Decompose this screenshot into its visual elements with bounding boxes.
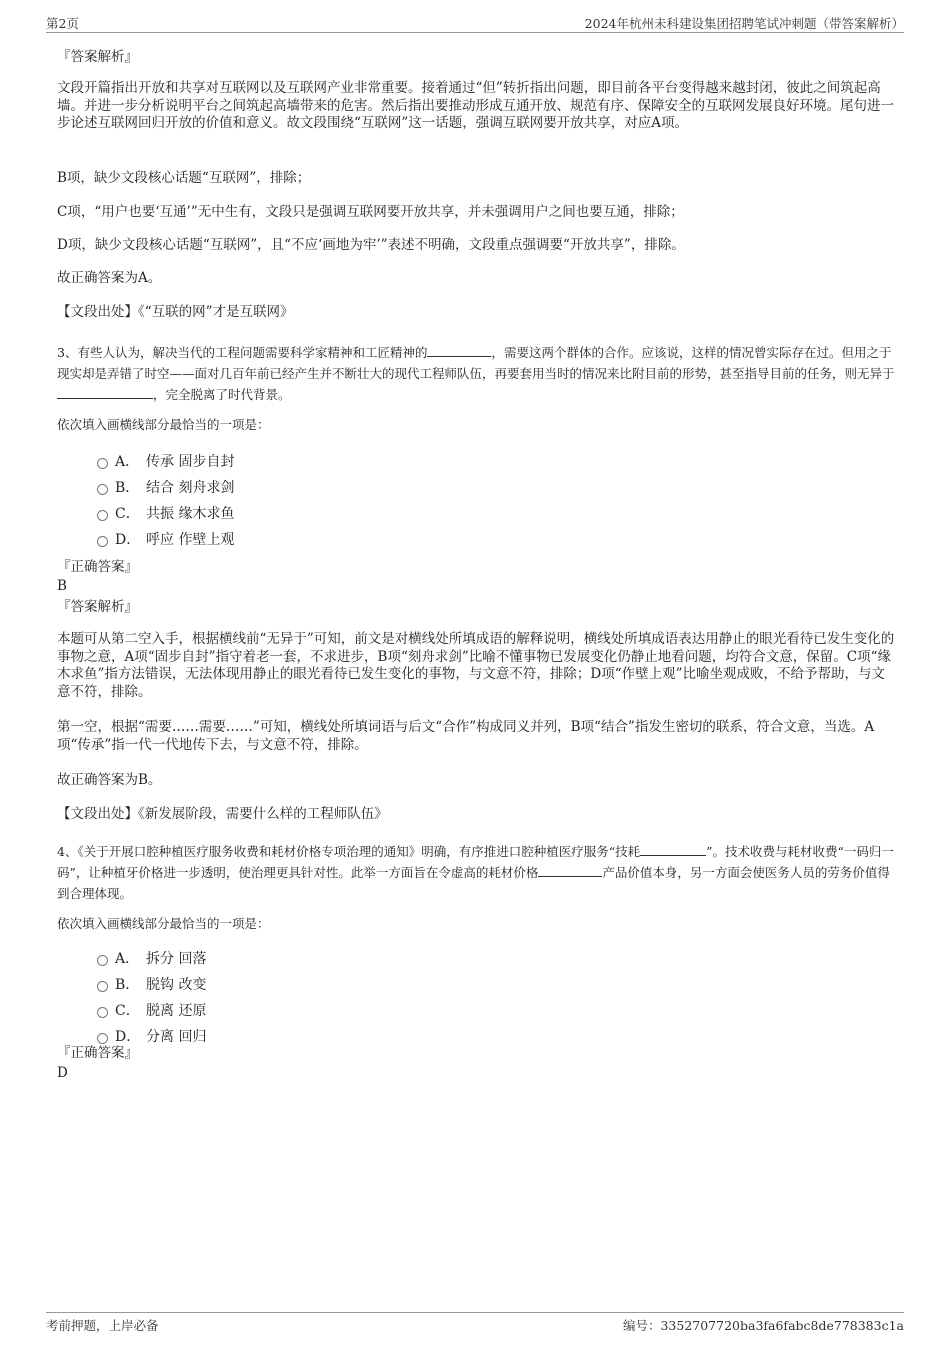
q4-blank-1 xyxy=(640,843,706,856)
radio-icon[interactable] xyxy=(97,510,108,521)
q2-source: 【文段出处】《“互联的网”才是互联网》 xyxy=(57,304,294,320)
q3-blank-1 xyxy=(427,344,491,357)
radio-icon[interactable] xyxy=(97,981,108,992)
page-number: 第2页 xyxy=(46,16,79,31)
radio-icon[interactable] xyxy=(97,955,108,966)
radio-icon[interactable] xyxy=(97,458,108,469)
q3-stem: 3、有些人认为，解决当代的工程问题需要科学家精神和工匠精神的 ，需要这两个群体的合作。应该说，这样的情况曾实际存在过。但用之于现实却是弄错了时空——面对几百年前已经产生并不断壮大的现代工程师队伍，再要套用当时的情况来比附目前的形势，甚至指导目前的任务，则无异于，完全脱离了时代背景。 xyxy=(57,345,895,402)
q2-analysis-b: B项，缺少文段核心话题“互联网”，排除； xyxy=(57,170,311,186)
document-code: 编号：3352707720ba3fa6fabc8de778383c1a xyxy=(622,1318,904,1333)
q4-stem: 4、《关于开展口腔种植医疗服务收费和耗材价格专项治理的通知》明确，有序推进口腔种植医疗服务“技耗 ”。技术收费与耗材收费“一码归一码”，让种植牙价格进一步透明，使治理更具针对性。此举一方面旨在令虚高的耗材价格 产品价值本身，另一方面会使医务人员的劳务价值得到合理体现。 xyxy=(57,844,894,901)
document-title: 2024年杭州未科建设集团招聘笔试冲刺题（带答案解析） xyxy=(584,16,904,31)
q4-instruction: 依次填入画横线部分最恰当的一项是： xyxy=(57,916,270,931)
q3-analysis-label: 『答案解析』 xyxy=(57,599,138,615)
q3-source: 【文段出处】《新发展阶段，需要什么样的工程师队伍》 xyxy=(57,806,388,822)
q3-blank-2 xyxy=(57,386,153,399)
q2-analysis-paragraph: 文段开篇指出开放和共享对互联网以及互联网产业非常重要。接着通过“但”转折指出问题，即目前各平台变得越来越封闭，彼此之间筑起高墙。并进一步分析说明平台之间筑起高墙带来的危害。然后指出要推动形成互通开放、规范有序、保障安全的互联网发展良好环境。尾句进一步论述互联网回归开放的价值和意义。故文段围绕“互联网”这一话题，强调互联网要开放共享，对应A项。 xyxy=(57,80,894,131)
page-footer xyxy=(46,1312,904,1337)
q3-analysis-paragraph-2: 第一空，根据“需要……需要……”可知，横线处所填词语与后文“合作”构成同义并列，B项“结合”指发生密切的联系，符合文意，当选。A项“传承”指一代一代地传下去，与文意不符，排除。 xyxy=(57,719,875,753)
radio-icon[interactable] xyxy=(97,1033,108,1044)
q4-answer: D xyxy=(57,1065,68,1081)
q2-conclusion: 故正确答案为A。 xyxy=(57,270,162,286)
q3-answer-label: 『正确答案』 xyxy=(57,559,138,575)
radio-icon[interactable] xyxy=(97,536,108,547)
q4-answer-label: 『正确答案』 xyxy=(57,1045,138,1061)
radio-icon[interactable] xyxy=(97,484,108,495)
footer-slogan: 考前押题，上岸必备 xyxy=(46,1318,159,1333)
q3-conclusion: 故正确答案为B。 xyxy=(57,772,162,788)
q3-analysis-paragraph-1: 本题可从第二空入手，根据横线前“无异于”可知，前文是对横线处所填成语的解释说明，横线处所填成语表达用静止的眼光看待已发生变化的事物之意，A项“固步自封”指守着老一套，不求进步，B项“刻舟求剑”比喻不懂事物已发展变化仍静止地看问题，均符合文意，保留。C项“缘木求鱼”指方法错误，无法体现用静止的眼光看待已发生变化的事物，与文意不符，排除；D项“作壁上观”比喻坐观成败，不给予帮助，与文意不符，排除。 xyxy=(57,631,895,700)
page-header xyxy=(46,12,904,33)
q2-analysis-d: D项，缺少文段核心话题“互联网”，且“不应‘画地为牢’”表述不明确，文段重点强调要“开放共享”，排除。 xyxy=(57,237,685,253)
q3-answer: B xyxy=(57,578,67,594)
q2-analysis-label: 『答案解析』 xyxy=(57,49,138,65)
radio-icon[interactable] xyxy=(97,1007,108,1018)
q4-blank-2 xyxy=(538,864,602,877)
q2-analysis-c: C项，“用户也要‘互通’”无中生有，文段只是强调互联网要开放共享，并未强调用户之间也要互通，排除； xyxy=(57,204,684,220)
q3-instruction: 依次填入画横线部分最恰当的一项是： xyxy=(57,417,270,432)
